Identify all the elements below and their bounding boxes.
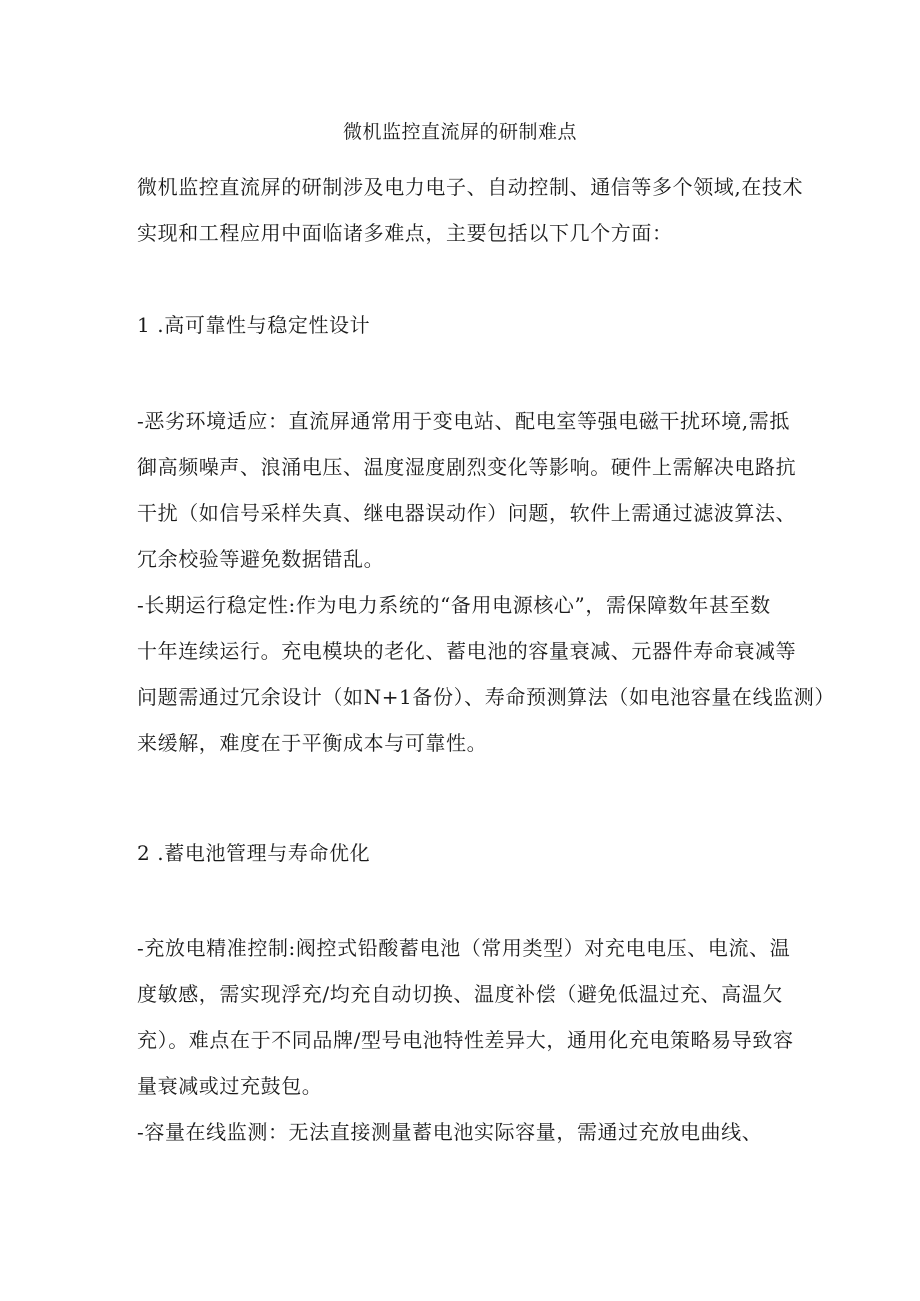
text-line: 度敏感，需实现浮充/均充自动切换、温度补偿（避免低温过充、高温欠: [137, 982, 783, 1006]
text-line: -长期运行稳定性:作为电力系统的“备用电源核心”，需保障数年甚至数: [137, 593, 771, 617]
section-heading-2: 2 .蓄电池管理与寿命优化: [137, 841, 371, 865]
document-title: 微机监控直流屏的研制难点: [342, 121, 577, 143]
intro-paragraph: [137, 164, 804, 256]
section-2-paragraph-1: [137, 925, 797, 1109]
section-heading-1: 1 .高可靠性与稳定性设计: [137, 313, 371, 337]
text-line: 冗余校验等避免数据错乱。: [137, 547, 385, 571]
text-line: 实现和工程应用中面临诸多难点，主要包括以下几个方面：: [137, 221, 673, 245]
text-line: 问题需通过冗余设计（如N+1备份）、寿命预测算法（如电池容量在线监测）: [137, 685, 835, 709]
section-2-paragraph-2: [137, 1109, 797, 1155]
text-line: 充）。难点在于不同品牌/型号电池特性差异大，通用化充电策略易导致容: [137, 1028, 794, 1052]
section-1-paragraph-1: [137, 398, 797, 582]
text-line: -恶劣环境适应：直流屏通常用于变电站、配电室等强电磁干扰环境,需抵: [137, 409, 790, 433]
text-line: 来缓解，难度在于平衡成本与可靠性。: [137, 731, 488, 755]
section-1-paragraph-2: [137, 582, 835, 766]
text-line: 干扰（如信号采样失真、继电器误动作）问题，软件上需通过滤波算法、: [137, 501, 797, 525]
text-line: -充放电精准控制:阀控式铅酸蓄电池（常用类型）对充电电压、电流、温: [137, 936, 791, 960]
text-line: 微机监控直流屏的研制涉及电力电子、自动控制、通信等多个领域,在技术: [137, 175, 804, 199]
text-line: 十年连续运行。充电模块的老化、蓄电池的容量衰减、元器件寿命衰减等: [137, 639, 797, 663]
text-line: -容量在线监测：无法直接测量蓄电池实际容量，需通过充放电曲线、: [137, 1120, 763, 1144]
text-line: 御高频噪声、浪涌电压、温度湿度剧烈变化等影响。硬件上需解决电路抗: [137, 455, 797, 479]
text-line: 量衰减或过充鼓包。: [137, 1074, 323, 1098]
